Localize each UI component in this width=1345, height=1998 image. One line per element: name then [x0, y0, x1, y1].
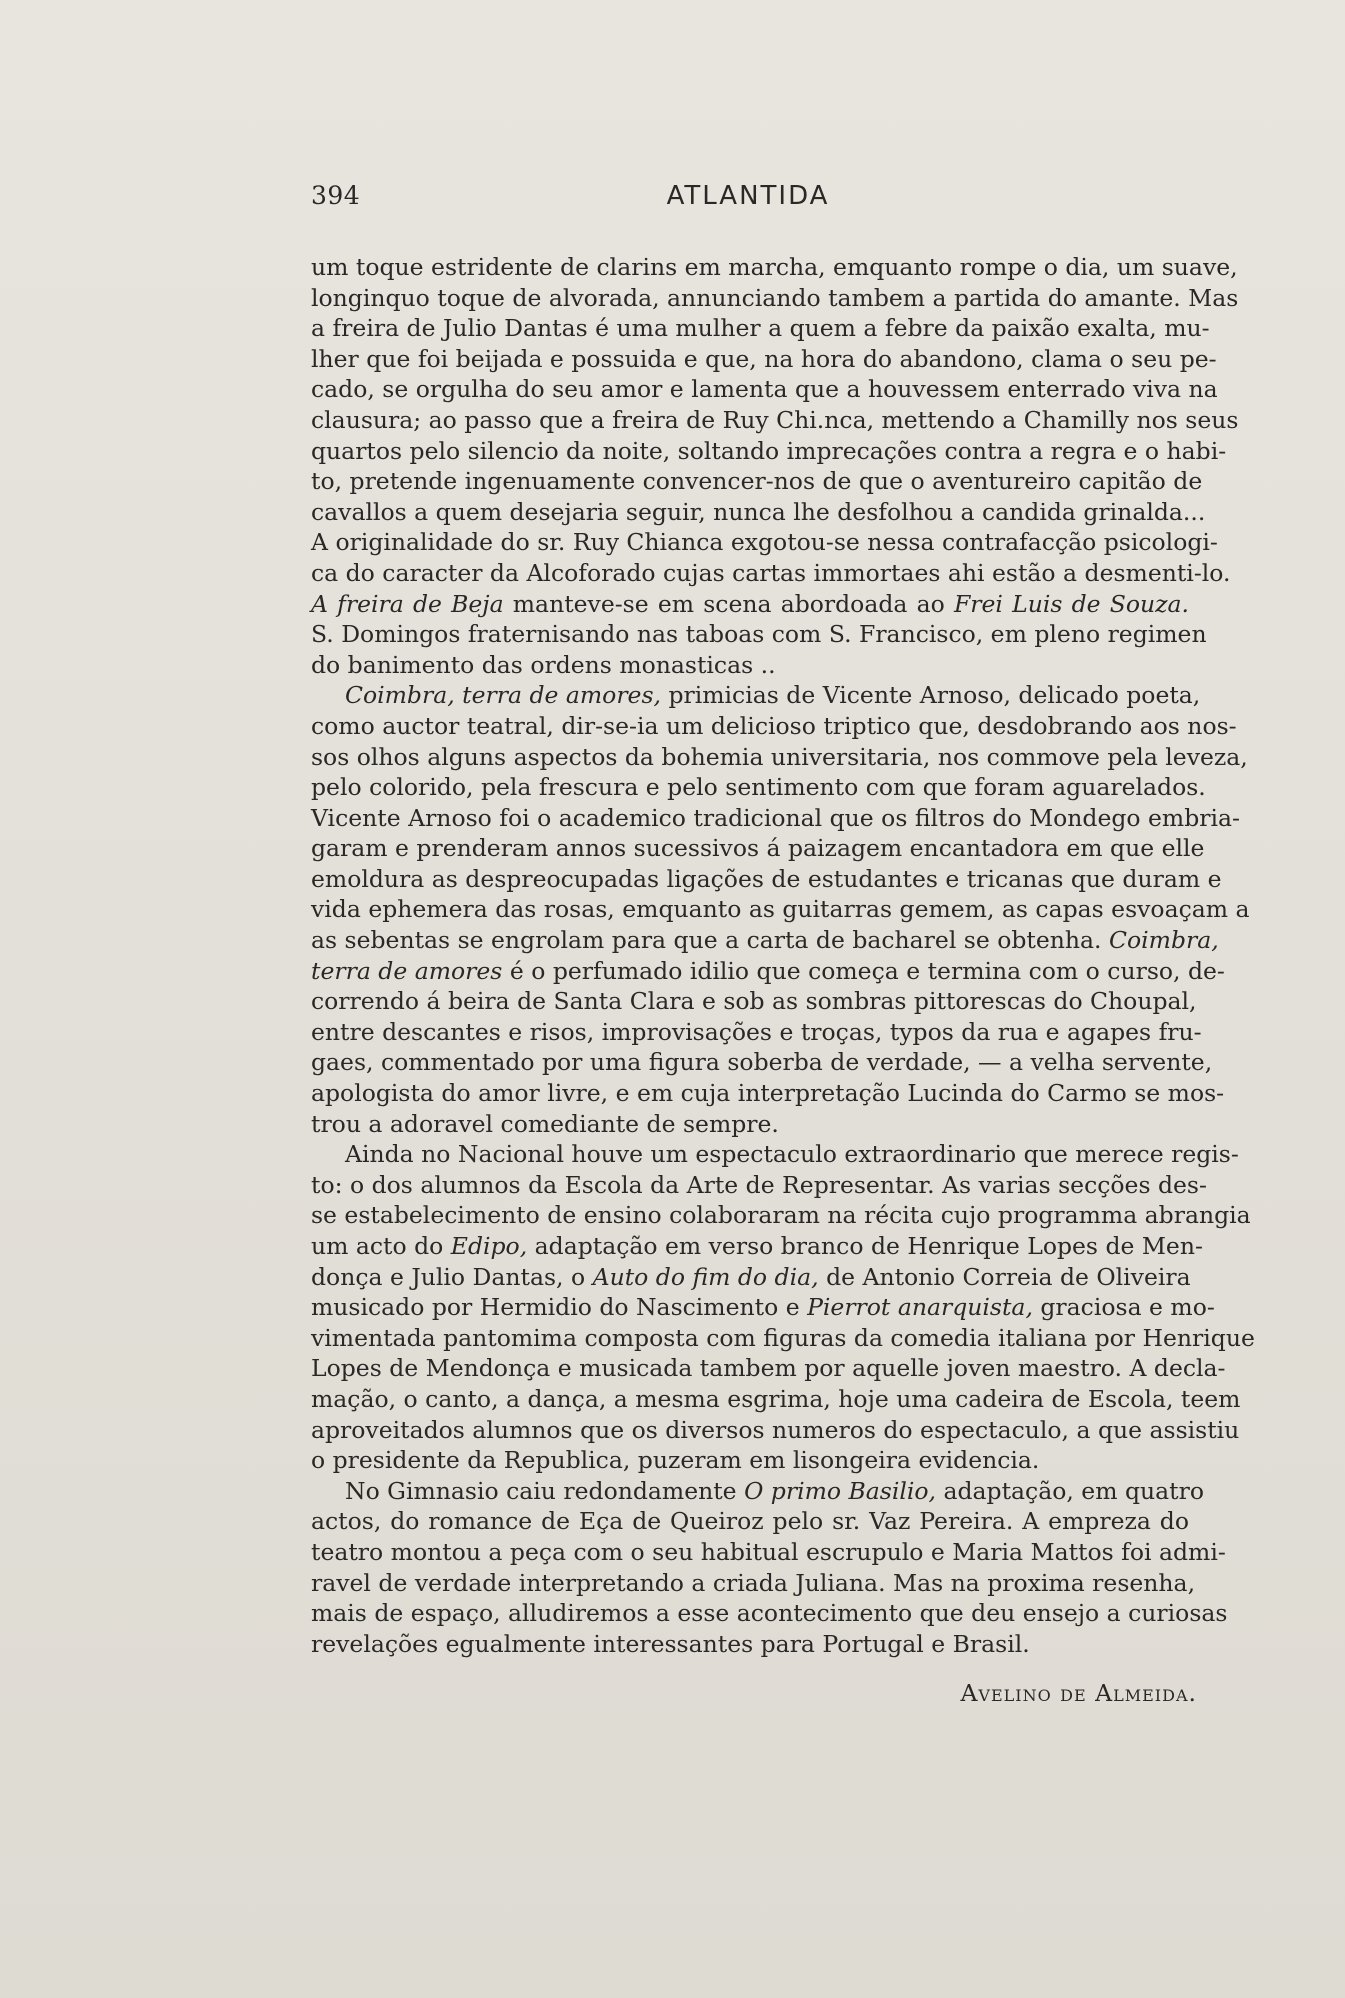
text-run: um toque estridente de clarins em marcha, emquanto rompe o dia, um suave,	[311, 253, 1238, 281]
text-run: lher que foi beijada e possuida e que, na hora do abandono, clama o seu pe-	[311, 344, 1217, 373]
text-line	[311, 986, 1197, 1017]
text-run: primicias de Vicente Arnoso, delicado poeta,	[661, 681, 1201, 710]
text-run: actos, do romance de Eça de Queiroz pelo sr. Vaz Pereira. A empreza do	[311, 1507, 1189, 1536]
text-run: revelações egualmente interessantes para Portugal e Brasil.	[311, 1629, 1030, 1658]
text-run: emoldura as despreocupadas ligações de estudantes e tricanas que duram e	[311, 864, 1222, 893]
page-number: 394	[311, 181, 361, 210]
italic-title: Coimbra, terra de amores,	[345, 681, 661, 710]
text-line	[311, 1415, 1240, 1446]
text-line	[311, 619, 1207, 650]
text-run: A originalidade do sr. Ruy Chianca exgotou-se nessa contrafacção psicologi-	[311, 528, 1218, 557]
paragraph	[311, 680, 1250, 1139]
text-line	[311, 1139, 1239, 1170]
text-line	[311, 956, 1225, 987]
text-run: to, pretende ingenuamente convencer-nos de que o aventureiro capitão de	[311, 467, 1203, 496]
text-run: S. Domingos fraternisando nas taboas com S. Francisco, em pleno regimen	[311, 620, 1207, 649]
text-line	[311, 466, 1203, 497]
text-run: o presidente da Republica, puzeram em lisongeira evidencia.	[311, 1446, 1040, 1475]
italic-title: Edipo,	[450, 1232, 528, 1260]
text-run: a freira de Julio Dantas é uma mulher a quem a febre da paixão exalta, mu-	[311, 314, 1210, 343]
italic-title: Frei Luis de Souza.	[953, 589, 1189, 618]
text-run: mais de espaço, alludiremos a esse acontecimento que deu ensejo a curiosas	[311, 1599, 1228, 1628]
text-line	[311, 527, 1218, 558]
text-run: cavallos a quem desejaria seguir, nunca lhe desfolhou a candida grinalda...	[311, 497, 1206, 526]
italic-title: Pierrot anarquista,	[807, 1293, 1033, 1322]
text-line	[311, 772, 1206, 803]
text-run: apologista do amor livre, e em cuja interpretação Lucinda do Carmo se mos-	[311, 1079, 1225, 1108]
text-line	[311, 1200, 1251, 1231]
text-run: manteve-se em scena abordoada ao	[503, 589, 954, 618]
text-run: as sebentas se engrolam para que a carta de bacharel se obtenha.	[311, 926, 1110, 955]
text-line	[311, 1109, 1189, 1140]
text-line	[311, 1017, 1202, 1048]
article-body	[311, 252, 1255, 1659]
text-run: como auctor teatral, dir-se-ia um delicioso triptico que, desdobrando aos nos-	[311, 711, 1237, 740]
text-run: do banimento das ordens monasticas ..	[311, 650, 776, 679]
text-run: garam e prenderam annos sucessivos á paizagem encantadora em que elle	[311, 834, 1205, 863]
text-run: ravel de verdade interpretando a criada Juliana. Mas na proxima resenha,	[311, 1568, 1196, 1597]
text-line	[311, 436, 1227, 467]
text-line	[311, 1506, 1189, 1537]
text-run: vimentada pantomima composta com figuras da comedia italiana por Henrique	[311, 1323, 1255, 1352]
text-run: é o perfumado idilio que começa e termina com o curso, de-	[502, 956, 1225, 985]
text-line	[311, 374, 1218, 405]
italic-title: Coimbra,	[1109, 926, 1219, 955]
text-line	[311, 1568, 1196, 1599]
text-line	[311, 1445, 1189, 1476]
text-line	[311, 711, 1237, 742]
text-run: um acto do	[311, 1232, 451, 1260]
text-line	[311, 558, 1231, 589]
text-line	[311, 344, 1217, 375]
text-line	[311, 833, 1205, 864]
text-line	[311, 1078, 1225, 1109]
paragraph	[311, 1139, 1255, 1476]
italic-title: O primo Basilio,	[744, 1476, 936, 1505]
text-line	[311, 894, 1250, 925]
text-line	[311, 803, 1240, 834]
text-line	[311, 1170, 1207, 1201]
text-run: cado, se orgulha do seu amor e lamenta que a houvessem enterrado viva na	[311, 375, 1218, 404]
text-run: se estabelecimento de ensino colaboraram na récita cujo programma abrangia	[311, 1201, 1251, 1230]
text-line	[311, 650, 1189, 681]
text-run: No Gimnasio caiu redondamente	[345, 1476, 745, 1505]
text-run: Ainda no Nacional houve um espectaculo extraordinario que merece regis-	[345, 1140, 1239, 1169]
text-line	[311, 313, 1210, 344]
text-run: adaptação, em quatro	[936, 1476, 1204, 1505]
text-run: musicado por Hermidio do Nascimento e	[311, 1293, 808, 1322]
text-line	[311, 1323, 1255, 1354]
text-line	[311, 283, 1239, 314]
text-line	[311, 1598, 1228, 1629]
text-run: correndo á beira de Santa Clara e sob as sombras pittorescas do Choupal,	[311, 987, 1197, 1016]
text-run: sos olhos alguns aspectos da bohemia universitaria, nos commove pela leveza,	[311, 742, 1248, 771]
text-line	[311, 252, 1238, 283]
text-line	[311, 1476, 1204, 1507]
text-run: adaptação em verso branco de Henrique Lopes de Men-	[527, 1232, 1203, 1260]
text-line	[311, 1629, 1189, 1660]
paragraph	[311, 252, 1239, 680]
text-run: to: o dos alumnos da Escola da Arte de Representar. As varias secções des-	[311, 1170, 1207, 1199]
text-run: mação, o canto, a dança, a mesma esgrima, hoje uma cadeira de Escola, teem	[311, 1384, 1241, 1413]
paragraph	[311, 1476, 1228, 1660]
text-run: longinquo toque de alvorada, annunciando tambem a partida do amante. Mas	[311, 283, 1239, 312]
text-run: entre descantes e risos, improvisações e troças, typos da rua e agapes fru-	[311, 1017, 1202, 1046]
text-line	[311, 405, 1239, 436]
text-run: gaes, commentado por uma figura soberba de verdade, — a velha servente,	[311, 1048, 1213, 1077]
text-line	[311, 680, 1201, 711]
text-line	[311, 1292, 1215, 1323]
running-head	[311, 181, 1185, 221]
text-line	[311, 1353, 1226, 1384]
text-line	[311, 497, 1206, 528]
italic-title: Auto do fim do dia,	[592, 1262, 819, 1291]
text-run: clausura; ao passo que a freira de Ruy Chi.nca, mettendo a Chamilly nos seus	[311, 405, 1239, 434]
journal-title: ATLANTIDA	[666, 181, 830, 211]
text-run: vida ephemera das rosas, emquanto as guitarras gemem, as capas esvoaçam a	[311, 895, 1250, 924]
text-run: graciosa e mo-	[1032, 1293, 1215, 1322]
text-run: de Antonio Correia de Oliveira	[818, 1262, 1191, 1291]
text-line	[311, 589, 1189, 620]
author-signature: Avelino de Almeida.	[960, 1679, 1197, 1707]
text-line	[311, 742, 1248, 773]
italic-title: terra de amores	[311, 956, 503, 985]
text-run: donça e Julio Dantas, o	[311, 1262, 593, 1291]
text-line	[311, 1231, 1203, 1262]
text-run: trou a adoravel comediante de sempre.	[311, 1109, 779, 1138]
text-run: teatro montou a peça com o seu habitual escrupulo e Maria Mattos foi admi-	[311, 1537, 1226, 1566]
text-line	[311, 1537, 1226, 1568]
text-run: Vicente Arnoso foi o academico tradicional que os filtros do Mondego embria-	[311, 803, 1240, 832]
text-run: pelo colorido, pela frescura e pelo sentimento com que foram aguarelados.	[311, 773, 1206, 802]
text-line	[311, 925, 1219, 956]
text-line	[311, 864, 1222, 895]
text-line	[311, 1262, 1189, 1293]
text-line	[311, 1047, 1213, 1078]
text-line	[311, 1384, 1241, 1415]
text-run: aproveitados alumnos que os diversos numeros do espectaculo, a que assistiu	[311, 1415, 1240, 1444]
text-run: ca do caracter da Alcoforado cujas cartas immortaes ahi estão a desmenti-lo.	[311, 558, 1231, 587]
text-run: quartos pelo silencio da noite, soltando imprecações contra a regra e o habi-	[311, 436, 1227, 465]
italic-title: A freira de Beja	[311, 589, 504, 618]
text-run: Lopes de Mendonça e musicada tambem por aquelle joven maestro. A decla-	[311, 1354, 1226, 1383]
